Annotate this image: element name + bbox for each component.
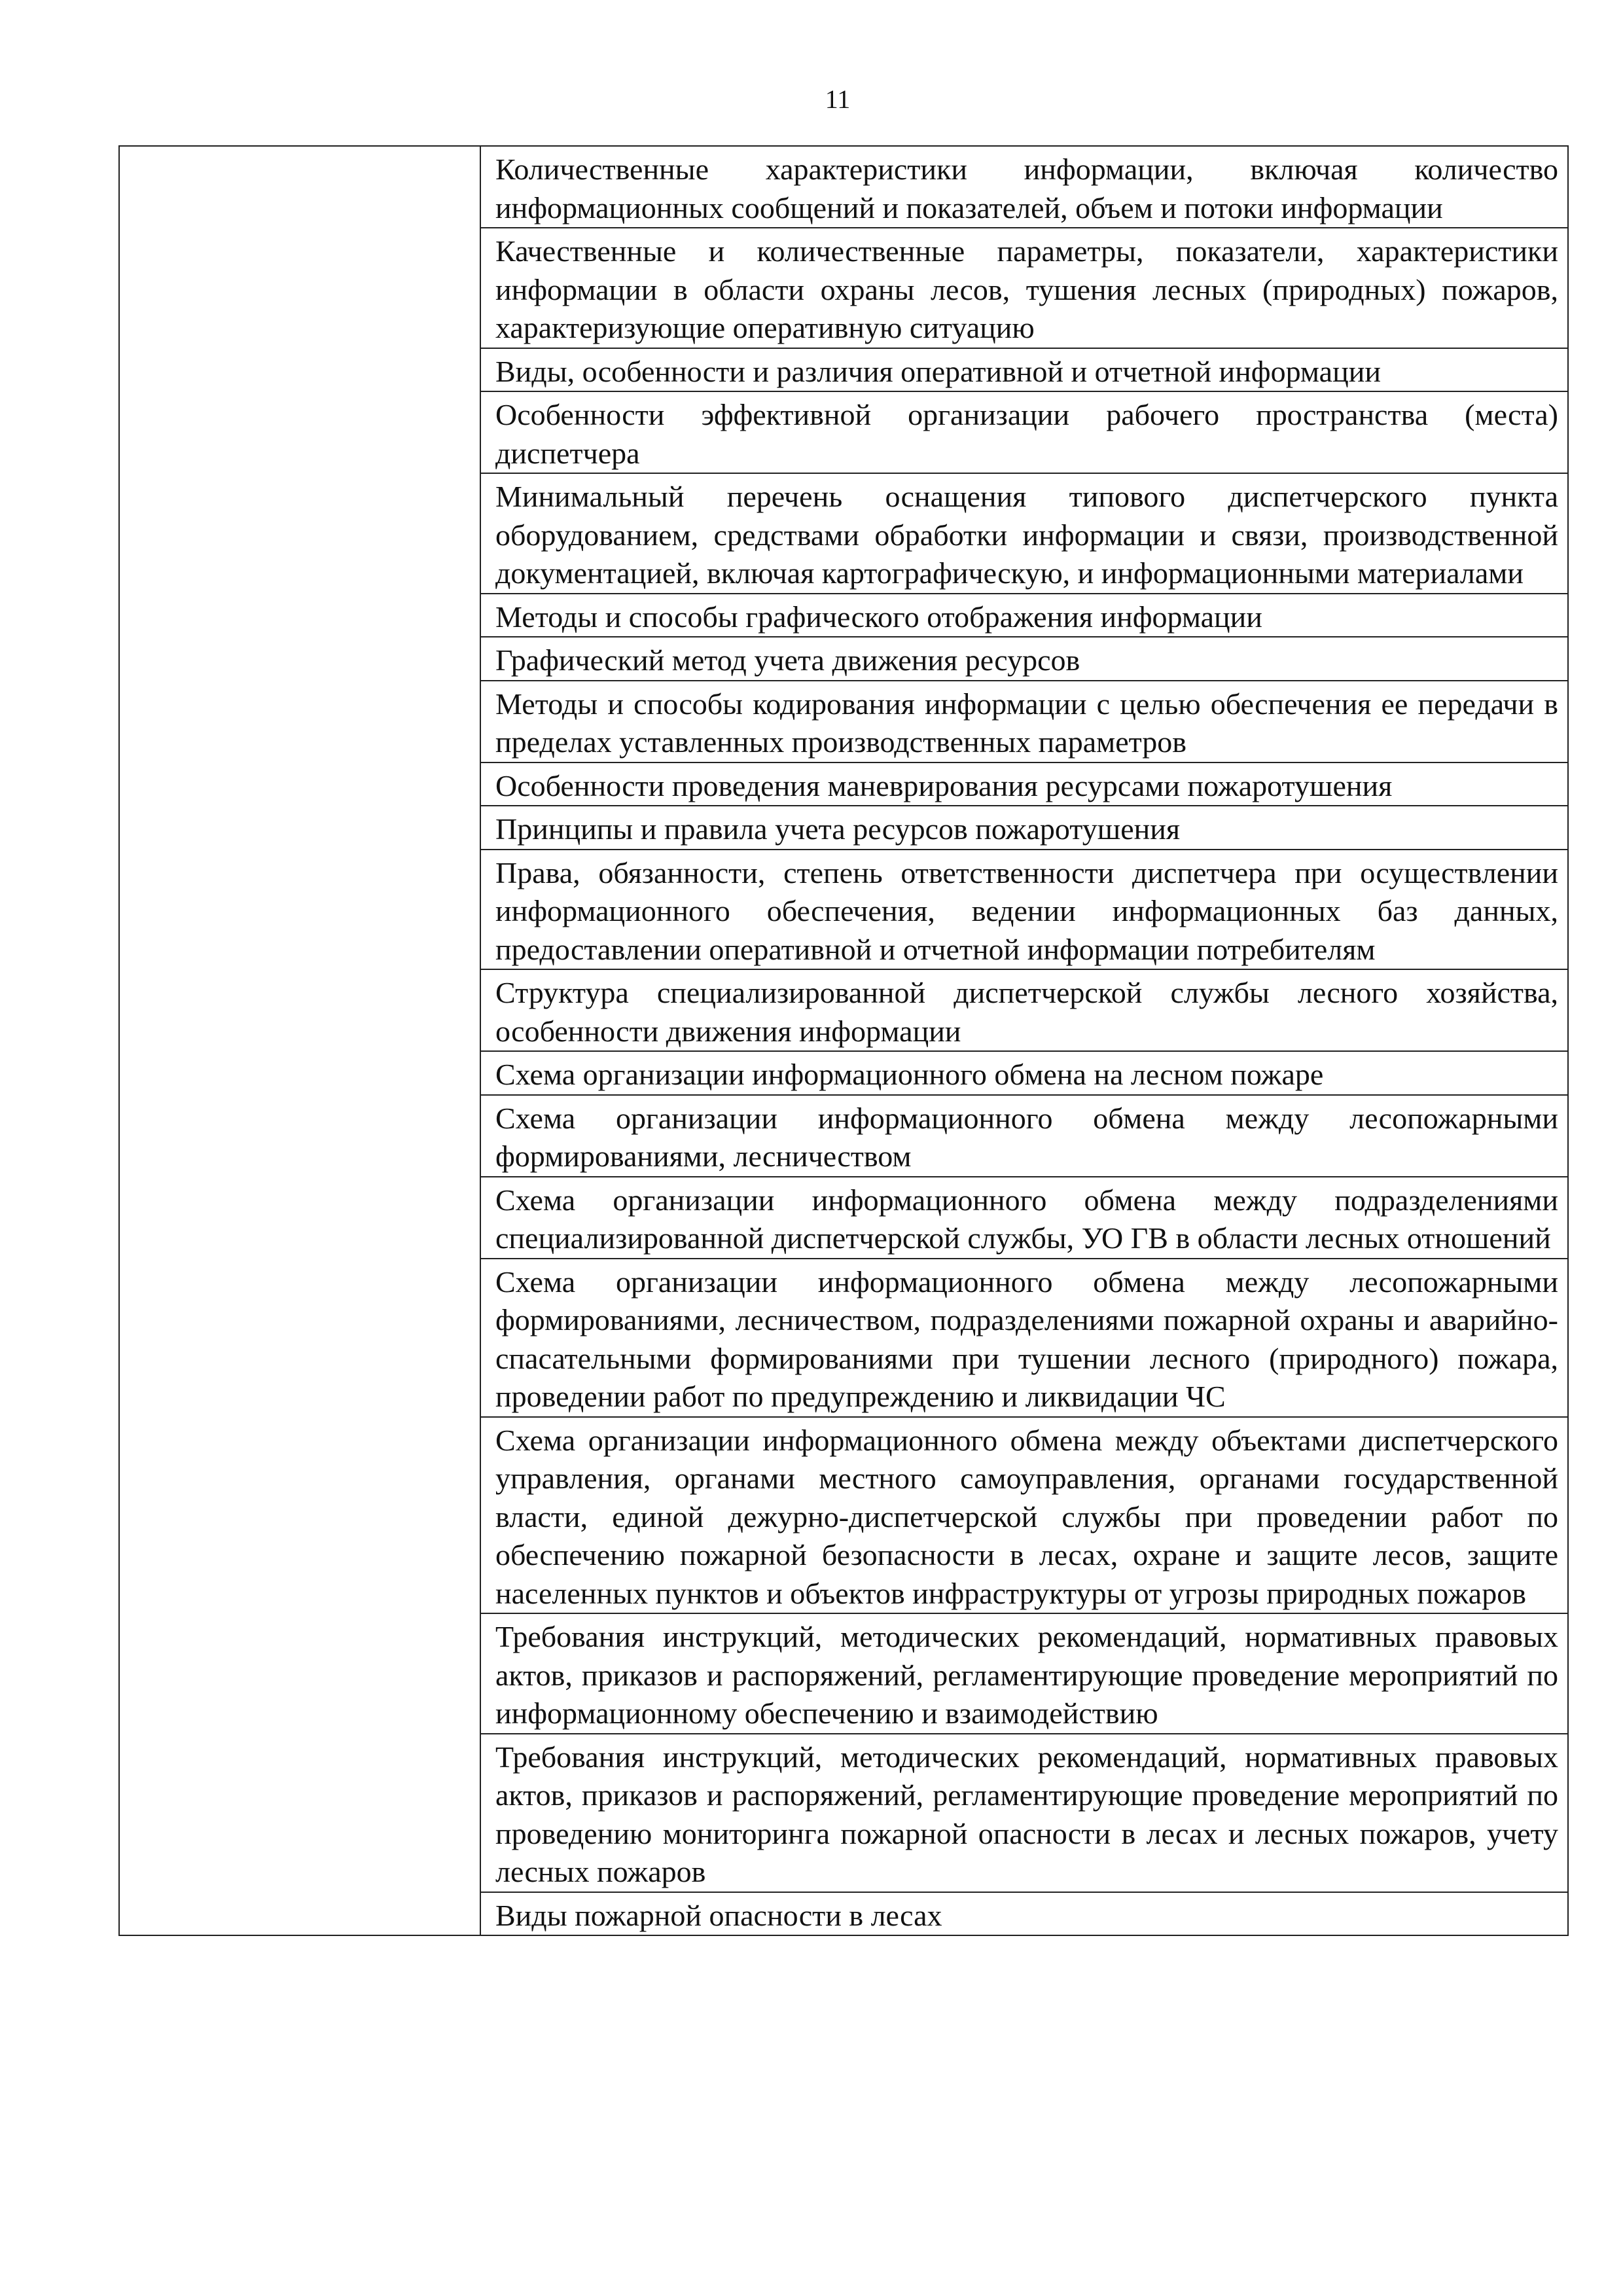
cell-text: Требования инструкций, методических рекомендаций, нормативных правовых актов, приказов и распоряжений, регламентирующие проведение мероприятий по информационному обеспечению и взаимодействию <box>495 1620 1558 1730</box>
left-column-cell <box>119 146 480 1935</box>
cell-text: Схема организации информационного обмена между подразделениями специализированной диспетчерской службы, УО ГВ в области лесных отношений <box>495 1183 1558 1255</box>
table-cell <box>480 1734 1568 1892</box>
table-cell <box>480 806 1568 850</box>
cell-text: Количественные характеристики информации, включая количество информационных сообщений и показателей, объем и потоки информации <box>495 152 1558 224</box>
table-cell <box>480 146 1568 228</box>
cell-text: Принципы и правила учета ресурсов пожаротушения <box>495 812 1181 846</box>
page-number: 11 <box>825 84 851 114</box>
cell-text: Схема организации информационного обмена между лесопожарными формированиями, лесничеством, подразделениями пожарной охраны и аварийно-спасательными формированиями при тушении лесного (природного) пожара, проведении работ по предупреждению и ликвидации ЧС <box>495 1265 1558 1413</box>
table-cell <box>480 594 1568 637</box>
knowledge-table <box>118 145 1569 1936</box>
table-cell <box>480 473 1568 594</box>
table-cell <box>480 348 1568 392</box>
table-cell <box>480 850 1568 970</box>
cell-text: Минимальный перечень оснащения типового диспетчерского пункта оборудованием, средствами обработки информации и связи, производственной документацией, включая картографическую, и информационными материалами <box>495 480 1558 590</box>
table-cell <box>480 1892 1568 1936</box>
table-cell <box>480 969 1568 1051</box>
table-cell <box>480 762 1568 806</box>
table-cell <box>480 228 1568 348</box>
cell-text: Особенности эффективной организации рабочего пространства (места) диспетчера <box>495 398 1558 470</box>
table-cell <box>480 681 1568 762</box>
table-cell <box>480 1613 1568 1734</box>
cell-text: Качественные и количественные параметры, показатели, характеристики информации в области охраны лесов, тушения лесных (природных) пожаров, характеризующие оперативную ситуацию <box>495 234 1558 344</box>
table-row <box>119 146 1568 228</box>
cell-text: Виды пожарной опасности в лесах <box>495 1898 942 1932</box>
table-cell <box>480 1051 1568 1095</box>
table-cell <box>480 637 1568 681</box>
cell-text: Графический метод учета движения ресурсов <box>495 643 1080 677</box>
table-cell <box>480 1259 1568 1417</box>
table-cell <box>480 1177 1568 1259</box>
table-cell <box>480 1417 1568 1614</box>
cell-text: Методы и способы графического отображения информации <box>495 600 1262 634</box>
table-cell <box>480 1095 1568 1177</box>
cell-text: Схема организации информационного обмена между объектами диспетчерского управления, органами местного самоуправления, органами государственной власти, единой дежурно-диспетчерской службы при проведении работ по обеспечению пожарной безопасности в лесах, охране и защите лесов, защите населенных пунктов и объектов инфраструктуры от угрозы природных пожаров <box>495 1423 1558 1610</box>
cell-text: Виды, особенности и различия оперативной и отчетной информации <box>495 354 1381 388</box>
cell-text: Права, обязанности, степень ответственности диспетчера при осуществлении информационного обеспечения, ведении информационных баз данных, предоставлении оперативной и отчетной информации потребителям <box>495 855 1558 966</box>
cell-text: Схема организации информационного обмена между лесопожарными формированиями, лесничеством <box>495 1101 1558 1173</box>
table-cell <box>480 391 1568 473</box>
cell-text: Структура специализированной диспетчерской службы лесного хозяйства, особенности движения информации <box>495 976 1558 1048</box>
cell-text: Методы и способы кодирования информации с целью обеспечения ее передачи в пределах уставленных производственных параметров <box>495 687 1558 759</box>
cell-text: Требования инструкций, методических рекомендаций, нормативных правовых актов, приказов и распоряжений, регламентирующие проведение мероприятий по проведению мониторинга пожарной опасности в лесах и лесных пожаров, учету лесных пожаров <box>495 1740 1558 1888</box>
cell-text: Схема организации информационного обмена на лесном пожаре <box>495 1058 1324 1091</box>
cell-text: Особенности проведения маневрирования ресурсами пожаротушения <box>495 768 1393 802</box>
